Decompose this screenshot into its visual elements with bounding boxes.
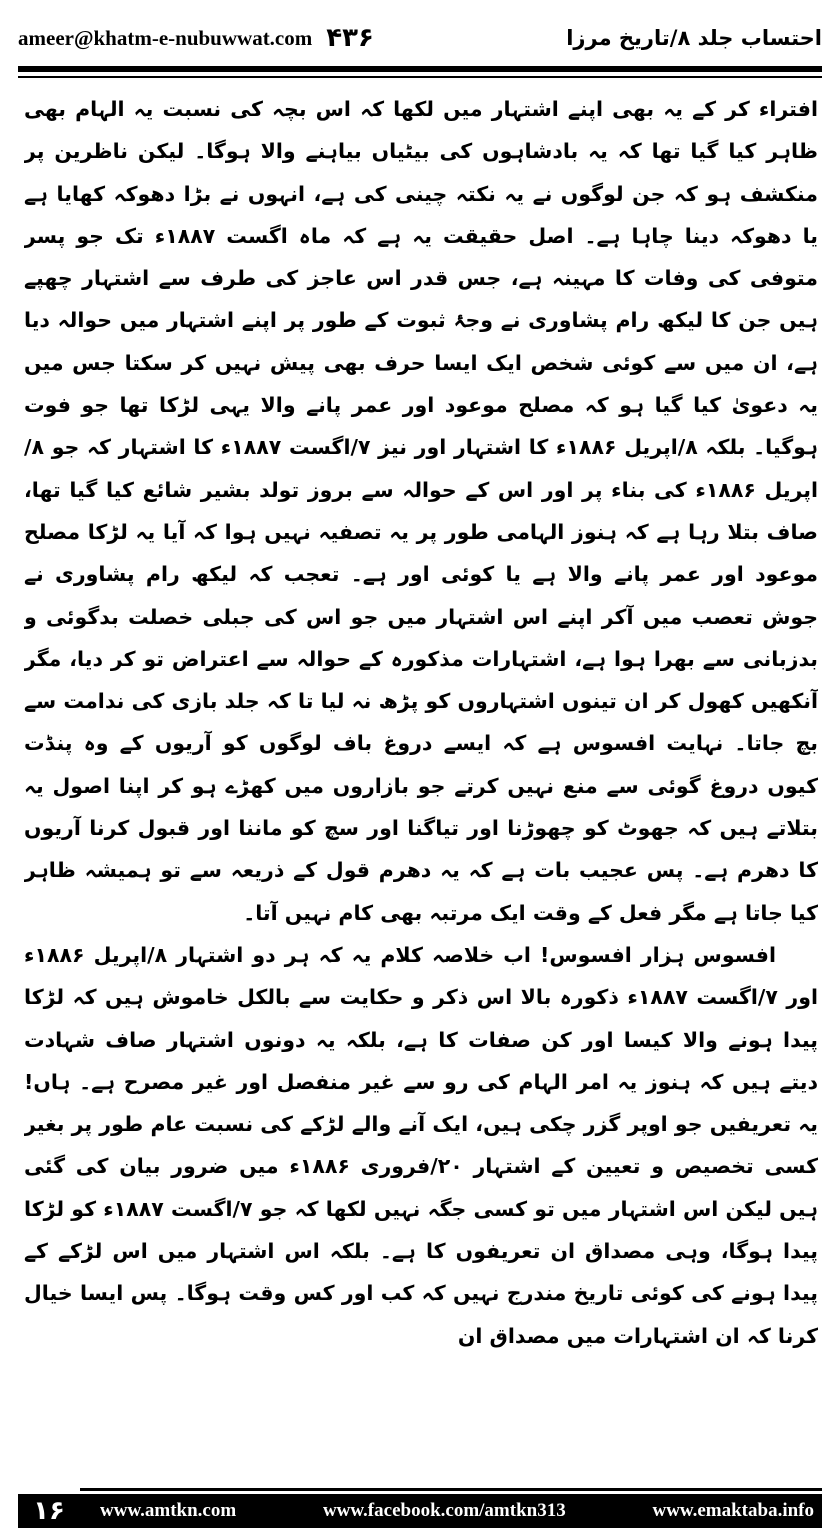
- header-page-number: ۴۳۶: [326, 23, 374, 53]
- footer-link-emaktaba[interactable]: www.emaktaba.info: [652, 1500, 814, 1521]
- page-header: [18, 14, 822, 62]
- footer-rule: [80, 1488, 822, 1491]
- header-left: [18, 23, 374, 53]
- footer-page-number: ۱۶: [33, 1496, 65, 1526]
- running-title: احتساب جلد ۸/تاریخ مرزا: [566, 26, 822, 50]
- paragraph: افسوس ہزار افسوس! اب خلاصہ کلام یہ کہ ہر دو اشتہار ۸/اپریل ۱۸۸۶ء اور ۷/اگست ۱۸۸۷ء ذکورہ بالا اس ذکر و حکایت سے بالکل خاموش ہیں کہ لڑکا پیدا ہونے والا کیسا اور کن صفات کا ہے، بلکہ یہ دونوں اشتہار صاف شہادت دیتے ہیں کہ ہنوز یہ امر الہام کی رو سے غیر منفصل اور غیر مصرح ہے۔ ہاں! یہ تعریفیں جو اوپر گزر چکی ہیں، ایک آنے والے لڑکے کی نسبت عام طور پر بغیر کسی تخصیص و تعیین کے اشتہار ۲۰/فروری ۱۸۸۶ء میں ضرور بیان کی گئی ہیں لیکن اس اشتہار میں تو کسی جگہ نہیں لکھا کہ جو ۷/اگست ۱۸۸۷ء کو لڑکا پیدا ہوگا، وہی مصداق ان تعریفوں کا ہے۔ بلکہ اس اشتہار میں اس لڑکے کے پیدا ہونے کی کوئی تاریخ مندرج نہیں کہ کب اور کس وقت ہوگا۔ پس ایسا خیال کرنا کہ ان اشتہارات میں مصداق ان: [24, 942, 818, 1348]
- footer-link-facebook[interactable]: www.facebook.com/amtkn313: [322, 1500, 566, 1521]
- paragraph: افتراء کر کے یہ بھی اپنے اشتہار میں لکھا کہ اس بچہ کی نسبت یہ الہام بھی ظاہر کیا گیا تھا کہ یہ بادشاہوں کی بیٹیاں بیاہنے والا ہوگا۔ لیکن ناظرین پر منکشف ہو کہ جن لوگوں نے یہ نکتہ چینی کی ہے، انہوں نے بڑا دھوکہ کھایا ہے یا دھوکہ دینا چاہا ہے۔ اصل حقیقت یہ ہے کہ ماہ اگست ۱۸۸۷ء تک جو پسر متوفی کی وفات کا مہینہ ہے، جس قدر اس عاجز کی طرف سے اشتہار چھپے ہیں جن کا لیکھ رام پشاوری نے وجۂ ثبوت کے طور پر اپنے اشتہار میں حوالہ دیا ہے، ان میں سے کوئی شخص ایک ایسا حرف بھی پیش نہیں کر سکتا جس میں یہ دعویٰ کیا گیا ہو کہ مصلح موعود اور عمر پانے والا یہی لڑکا تھا جو فوت ہوگیا۔ بلکہ ۸/اپریل ۱۸۸۶ء کا اشتہار اور نیز ۷/اگست ۱۸۸۷ء کا اشتہار کہ جو ۸/اپریل ۱۸۸۶ء کی بناء پر اور اس کے حوالہ سے بروز تولد بشیر شائع کیا گیا تھا، صاف بتلا رہا ہے کہ ہنوز الہامی طور پر یہ تصفیہ نہیں ہوا کہ آیا یہ لڑکا مصلح موعود اور عمر پانے والا ہے یا کوئی اور ہے۔ تعجب کہ لیکھ رام پشاوری نے جوش تعصب میں آکر اپنے اس اشتہار میں جو اس کی جبلی خصلت بدگوئی و بدزبانی سے بھرا ہوا ہے، اشتہارات مذکورہ کے حوالہ سے اعتراض تو کر دیا، مگر آنکھیں کھول کر ان تینوں اشتہاروں کو پڑھ نہ لیا تا کہ جلد بازی کی ندامت سے بچ جاتا۔ نہایت افسوس ہے کہ ایسے دروغ باف لوگوں کو آریوں کے وہ پنڈت کیوں دروغ گوئی سے منع نہیں کرتے جو بازاروں میں کھڑے ہو کر اپنا اصول یہ بتلاتے ہیں کہ جھوٹ کو چھوڑنا اور تیاگنا اور سچ کو ماننا اور قبول کرنا آریوں کا دھرم ہے۔ پس عجیب بات ہے کہ یہ دھرم قول کے ذریعہ سے تو ہمیشہ ظاہر کیا جاتا ہے مگر فعل کے وقت ایک مرتبہ بھی کام نہیں آتا۔: [24, 97, 818, 925]
- page-body: [24, 88, 818, 1468]
- header-rule-thin: [18, 76, 822, 78]
- footer-link-amtkn[interactable]: www.amtkn.com: [100, 1500, 237, 1521]
- header-email: ameer@khatm-e-nubuwwat.com: [18, 25, 313, 50]
- header-rule-thick: [18, 66, 822, 72]
- page-footer: [18, 1494, 822, 1528]
- footer-links: [80, 1500, 822, 1522]
